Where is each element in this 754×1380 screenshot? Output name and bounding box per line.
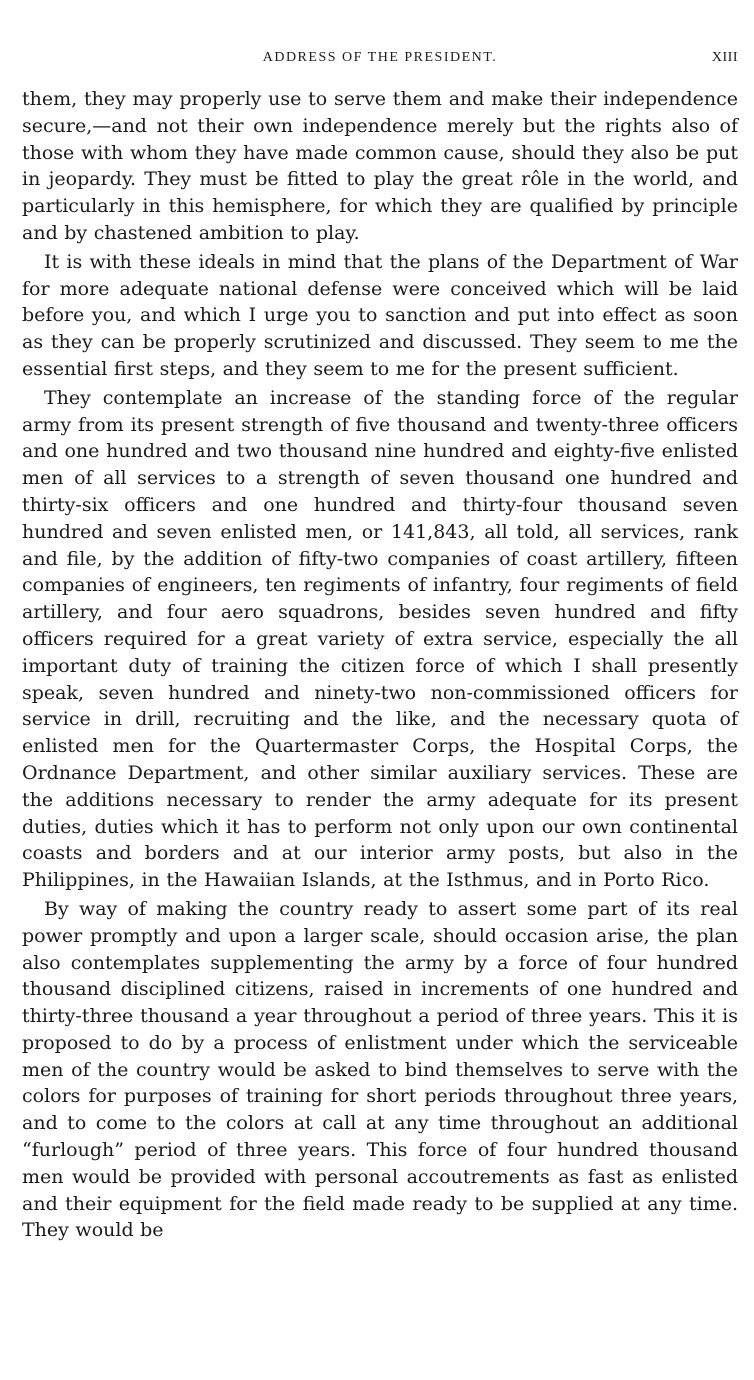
paragraph-department-of-war-plans: It is with these ideals in mind that the plans of the Department of War for more adequate national defense were conceived which will be laid before you, and which I urge you to sanction and put into effect as soon as they can be properly scrutinized and discussed. They seem to me the essential first steps, and they seem to me for the present sufficient. (22, 250, 738, 380)
book-page (22, 44, 738, 1244)
page-number: XIII (711, 50, 738, 65)
paragraph-continuation: them, they may properly use to serve them and make their independence secure,—and not their own independence merely but the rights also of those with whom they have made common cause, should they also be put in jeopardy. They must be fitted to play the great rôle in the world, and particularly in this hemisphere, for which they are qualified by principle and by chastened ambition to play. (22, 88, 738, 244)
paragraph-citizen-force: By way of making the country ready to assert some part of its real power promptly and upon a larger scale, should occasion arise, the plan also contemplates supplementing the army by a force of four hundred thousand disciplined citizens, raised in increments of one hundred and thirty-three thousand a year throughout a period of three years. This it is proposed to do by a process of enlistment under which the serviceable men of the country would be asked to bind themselves to serve with the colors for purposes of training for short periods throughout three years, and to come to the colors at call at any time throughout an additional “furlough” period of three years. This force of four hundred thousand men would be provided with personal accoutrements as fast as enlisted and their equipment for the field made ready to be supplied at any time. They would be (22, 897, 738, 1242)
paragraph-regular-army-increase: They contemplate an increase of the standing force of the regular army from its present strength of five thousand and twenty-three officers and one hundred and two thousand nine hundred and eighty-five enlisted men of all services to a strength of seven thousand one hundred and thirty-six officers and one hundred and thirty-four thousand seven hundred and seven enlisted men, or 141,843, all told, all services, rank and file, by the addition of fifty-two companies of coast artillery, fifteen companies of engineers, ten regiments of infantry, four regiments of field artillery, and four aero squadrons, besides seven hundred and fifty officers required for a great variety of extra service, especially the all important duty of training the citizen force of which I shall presently speak, seven hundred and ninety-two non-commissioned officers for service in drill, recruiting and the like, and the necessary quota of enlisted men for the Quartermaster Corps, the Hospital Corps, the Ordnance Department, and other similar auxiliary services. These are the additions necessary to render the army adequate for its present duties, duties which it has to perform not only upon our own continental coasts and borders and at our interior army posts, but also in the Philippines, in the Hawaiian Islands, at the Isthmus, and in Porto Rico. (22, 386, 738, 892)
running-title: ADDRESS OF THE PRESIDENT. (262, 50, 498, 65)
body-text (22, 86, 738, 1244)
running-head (22, 44, 738, 74)
